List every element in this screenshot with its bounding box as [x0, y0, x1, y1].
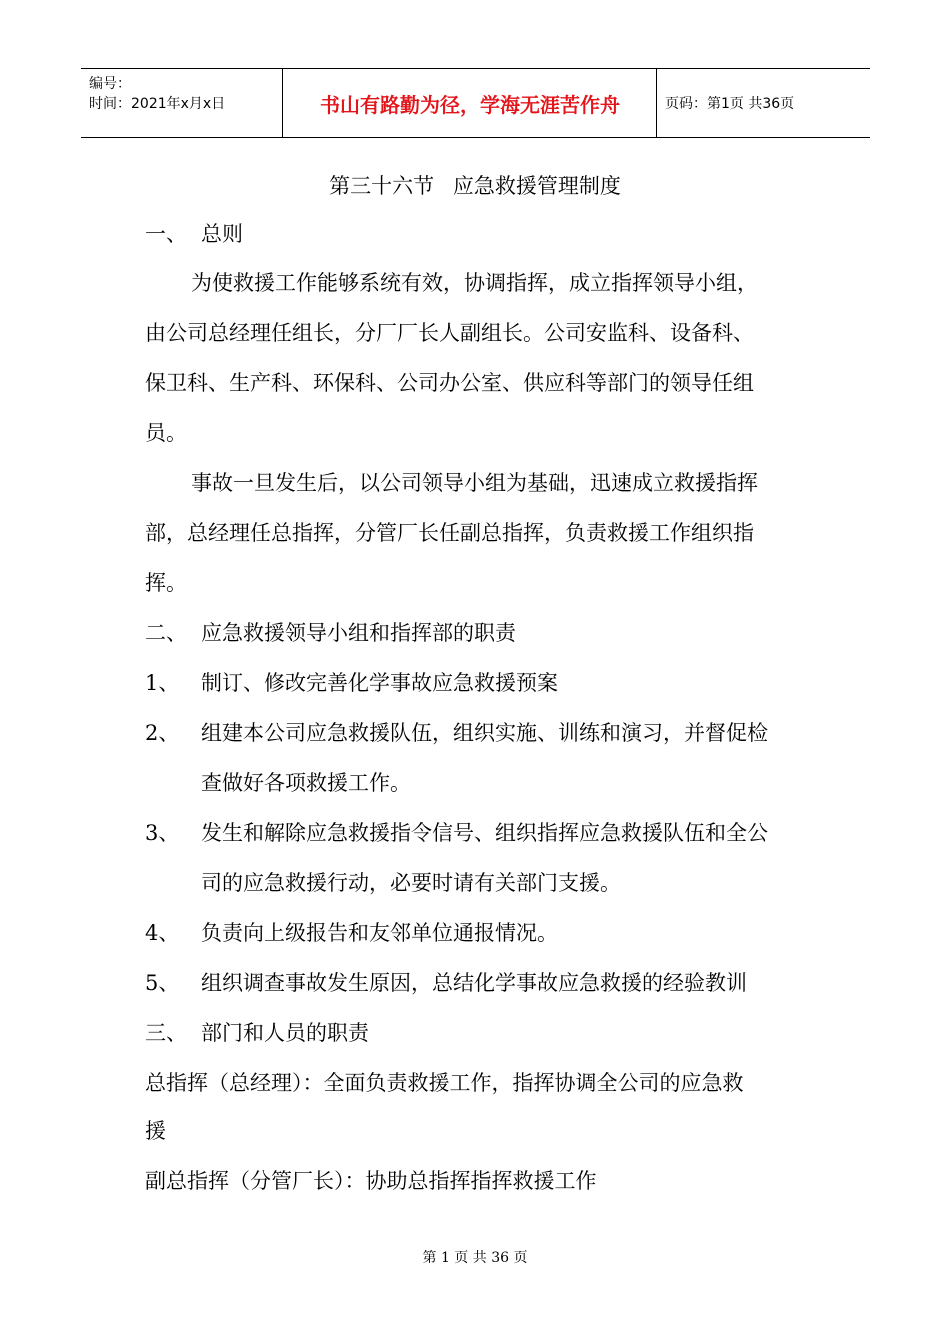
- list-item-line: 组织调查事故发生原因，总结化学事故应急救援的经验教训: [201, 971, 747, 995]
- header-motto: 书山有路勤为径，学海无涯苦作舟: [320, 92, 620, 117]
- paragraph-line: 部，总经理任总指挥，分管厂长任副总指挥，负责救援工作组织指: [145, 521, 754, 545]
- paragraph-line: 为使救援工作能够系统有效，协调指挥，成立指挥领导小组，: [191, 271, 758, 295]
- section-number: 二、: [145, 621, 187, 645]
- list-item-line: 制订、修改完善化学事故应急救援预案: [201, 671, 558, 695]
- list-item-line: 司的应急救援行动，必要时请有关部门支援。: [201, 871, 621, 895]
- section-heading: 部门和人员的职责: [201, 1021, 369, 1045]
- paragraph-line: 员。: [145, 421, 187, 445]
- date-line: 时间：2021年x月x日: [89, 96, 226, 112]
- list-number: 5、: [145, 971, 180, 995]
- title-section: 第三十六节: [329, 174, 435, 198]
- page-footer: 第 1 页 共 36 页: [422, 1250, 528, 1266]
- list-item-line: 发生和解除应急救援指令信号、组织指挥应急救援队伍和全公: [201, 821, 768, 845]
- section-number: 三、: [145, 1021, 187, 1045]
- paragraph-line: 由公司总经理任组长，分厂厂长人副组长。公司安监科、设备科、: [145, 321, 754, 345]
- number-label: 编号：: [89, 76, 131, 92]
- list-item-line: 负责向上级报告和友邻单位通报情况。: [201, 921, 558, 945]
- list-number: 3、: [145, 821, 180, 845]
- header-meta: [89, 74, 225, 114]
- list-item-line: 查做好各项救援工作。: [201, 771, 411, 795]
- duty-line: 援: [145, 1119, 166, 1143]
- page-title: [0, 170, 950, 200]
- section-heading: 应急救援领导小组和指挥部的职责: [201, 621, 516, 645]
- header-page-info: 页码：第1页 共36页: [665, 96, 795, 112]
- section-heading: 总则: [201, 222, 243, 246]
- duty-line: 副总指挥（分管厂长）：协助总指挥指挥救援工作: [145, 1169, 597, 1193]
- document-header: [81, 68, 870, 138]
- paragraph-line: 保卫科、生产科、环保科、公司办公室、供应科等部门的领导任组: [145, 371, 754, 395]
- section-number: 一、: [145, 222, 187, 246]
- list-number: 2、: [145, 721, 180, 745]
- list-item-line: 组建本公司应急救援队伍，组织实施、训练和演习，并督促检: [201, 721, 768, 745]
- list-number: 1、: [145, 671, 180, 695]
- paragraph-line: 挥。: [145, 571, 187, 595]
- header-divider: [656, 69, 657, 137]
- paragraph-line: 事故一旦发生后，以公司领导小组为基础，迅速成立救援指挥: [191, 471, 758, 495]
- list-number: 4、: [145, 921, 180, 945]
- duty-line: 总指挥（总经理）：全面负责救援工作，指挥协调全公司的应急救: [145, 1071, 744, 1095]
- title-text: 应急救援管理制度: [452, 174, 621, 198]
- header-divider: [282, 69, 283, 137]
